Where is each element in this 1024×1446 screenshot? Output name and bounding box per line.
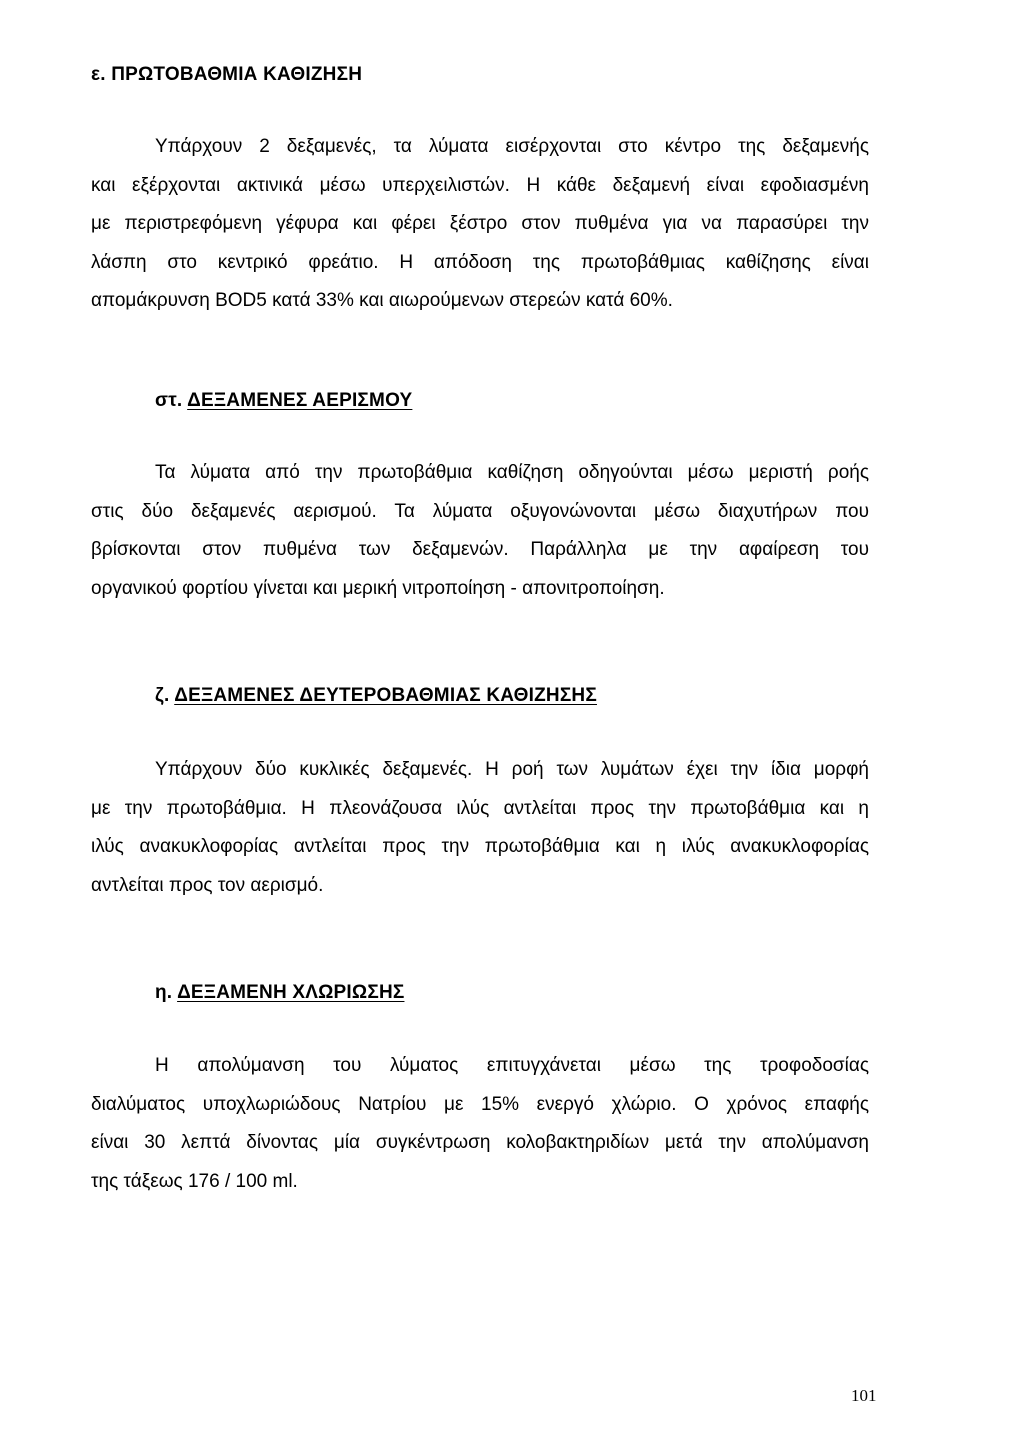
section-title: ΔΕΞΑΜΕΝΕΣ ΑΕΡΙΣΜΟΥ [187, 390, 413, 411]
body-line: διαλύματος υποχλωριώδους Νατρίου με 15% ενεργό χλώριο. Ο χρόνος επαφής [91, 1093, 869, 1115]
body-line: οργανικού φορτίου γίνεται και μερική νιτροποίηση - απονιτροποίηση. [91, 577, 665, 599]
section-title: ΠΡΩΤΟΒΑΘΜΙΑ ΚΑΘΙΖΗΣΗ [111, 64, 363, 85]
body-line: είναι 30 λεπτά δίνοντας μία συγκέντρωση κολοβακτηριδίων μετά την απολύμανση [91, 1132, 869, 1153]
section-body-aeration-tanks [155, 454, 869, 493]
section-body-secondary-settling-cont [91, 790, 869, 906]
section-title: ΔΕΞΑΜΕΝΗ ΧΛΩΡΙΩΣΗΣ [177, 982, 405, 1003]
section-body-chlorination-tank-cont [91, 1086, 869, 1202]
section-body-primary-settling-cont [91, 167, 869, 321]
section-body-secondary-settling [155, 751, 869, 790]
section-body-primary-settling [155, 128, 869, 167]
page-number: 101 [851, 1386, 877, 1405]
body-line: με την πρωτοβάθμια. Η πλεονάζουσα ιλύς αντλείται προς την πρωτοβάθμια και η [91, 797, 869, 819]
body-line: βρίσκονται στον πυθμένα των δεξαμενών. Παράλληλα με την αφαίρεση του [91, 539, 869, 560]
section-heading-secondary-settling [155, 685, 597, 707]
body-line: στις δύο δεξαμενές αερισμού. Τα λύματα οξυγονώνονται μέσω διαχυτήρων που [91, 500, 869, 522]
body-line: και εξέρχονται ακτινικά μέσω υπερχειλιστών. Η κάθε δεξαμενή είναι εφοδιασμένη [91, 174, 869, 196]
body-line: απομάκρυνση BOD5 κατά 33% και αιωρούμενων στερεών κατά 60%. [91, 290, 673, 311]
body-line: της τάξεως 176 / 100 ml. [91, 1170, 298, 1192]
section-marker: ε. [91, 64, 106, 85]
body-line: Υπάρχουν 2 δεξαμενές, τα λύματα εισέρχονται στο κέντρο της δεξαμενής [155, 136, 869, 157]
section-body-aeration-tanks-cont [91, 493, 869, 609]
body-line: Η απολύμανση του λύματος επιτυγχάνεται μέσω της τροφοδοσίας [155, 1055, 869, 1076]
body-line: με περιστρεφόμενη γέφυρα και φέρει ξέστρο στον πυθμένα για να παρασύρει την [91, 213, 869, 234]
body-line: αντλείται προς τον αερισμό. [91, 874, 324, 896]
section-marker: στ. [155, 390, 183, 411]
section-heading-chlorination-tank [155, 982, 404, 1004]
section-title: ΔΕΞΑΜΕΝΕΣ ΔΕΥΤΕΡΟΒΑΘΜΙΑΣ ΚΑΘΙΖΗΣΗΣ [174, 685, 597, 706]
section-marker: ζ. [155, 685, 170, 706]
body-line: Υπάρχουν δύο κυκλικές δεξαμενές. Η ροή των λυμάτων έχει την ίδια μορφή [155, 759, 869, 780]
body-line: Τα λύματα από την πρωτοβάθμια καθίζηση οδηγούνται μέσω μεριστή ροής [155, 462, 869, 483]
section-body-chlorination-tank [155, 1047, 869, 1086]
body-line: ιλύς ανακυκλοφορίας αντλείται προς την πρωτοβάθμια και η ιλύς ανακυκλοφορίας [91, 836, 869, 857]
section-marker: η. [155, 982, 173, 1003]
section-heading-aeration-tanks [155, 390, 412, 412]
body-line: λάσπη στο κεντρικό φρεάτιο. Η απόδοση της πρωτοβάθμιας καθίζησης είναι [91, 251, 869, 273]
section-heading-primary-settling [91, 64, 362, 86]
